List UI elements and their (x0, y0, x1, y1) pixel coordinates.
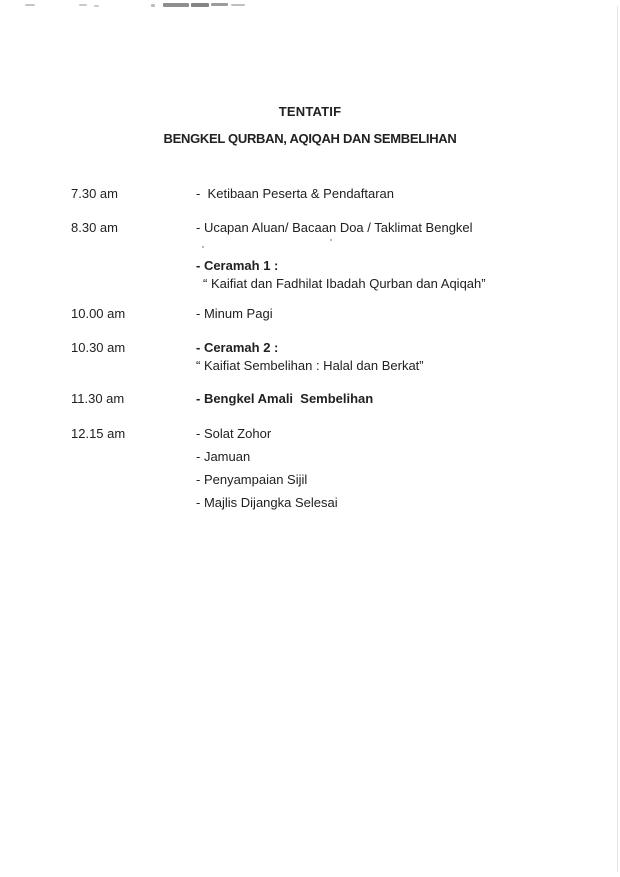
schedule-content (196, 305, 273, 323)
schedule-time: 12.15 am (71, 426, 126, 441)
schedule-item-text: - Majlis Dijangka Selesai (196, 495, 338, 510)
schedule-row (71, 425, 271, 443)
schedule-time: 10.00 am (71, 306, 126, 321)
scan-artifact (163, 3, 189, 7)
schedule-content (196, 448, 250, 466)
schedule-item-text: - Minum Pagi (196, 306, 273, 321)
schedule-time: 10.30 am (71, 340, 126, 355)
schedule-content (196, 257, 486, 293)
scan-artifact (94, 5, 99, 7)
scan-artifact (191, 3, 209, 7)
scan-artifact (211, 3, 228, 6)
scan-artifact (231, 4, 245, 6)
scan-speck (202, 246, 204, 248)
schedule-row (71, 185, 394, 203)
schedule-item-text: - Ucapan Aluan/ Bacaan Doa / Taklimat Bengkel (196, 220, 473, 235)
schedule-content (196, 339, 424, 375)
schedule-time: 8.30 am (71, 220, 118, 235)
scan-speck (330, 239, 332, 241)
schedule-row (71, 390, 373, 408)
schedule-content (196, 185, 394, 203)
schedule-item-text: - Jamuan (196, 449, 251, 464)
schedule-item-text: - Bengkel Amali Sembelihan (196, 391, 374, 406)
document-subtitle: BENGKEL QURBAN, AQIQAH DAN SEMBELIHAN (163, 131, 457, 146)
schedule-row (71, 305, 273, 323)
scan-artifact (79, 4, 87, 6)
schedule-row (71, 494, 338, 512)
schedule-row (71, 448, 250, 466)
schedule-row (71, 471, 307, 489)
schedule-content (196, 390, 373, 408)
scan-artifact (25, 4, 35, 6)
schedule-item-text: - Ceramah 1 : (196, 258, 279, 273)
schedule-item-text: - Ketibaan Peserta & Pendaftaran (196, 186, 395, 201)
schedule-item-text: - Ceramah 2 : (196, 340, 279, 355)
schedule-item-quote: “ Kaifiat dan Fadhilat Ibadah Qurban dan Aqiqah” (203, 276, 486, 291)
schedule-time: 7.30 am (71, 186, 118, 201)
schedule-time: 11.30 am (71, 391, 125, 406)
scan-artifact (151, 4, 155, 7)
schedule-item-text: - Penyampaian Sijil (196, 472, 308, 487)
schedule-content (196, 425, 271, 443)
schedule-row (71, 257, 486, 293)
document-title: TENTATIF (278, 104, 342, 119)
schedule-item-text: - Solat Zohor (196, 426, 272, 441)
schedule-content (196, 219, 473, 237)
schedule-row (71, 339, 424, 375)
schedule-item-quote: “ Kaifiat Sembelihan : Halal dan Berkat” (196, 358, 424, 373)
schedule-row (71, 219, 473, 237)
schedule-content (196, 471, 307, 489)
schedule-content (196, 494, 338, 512)
